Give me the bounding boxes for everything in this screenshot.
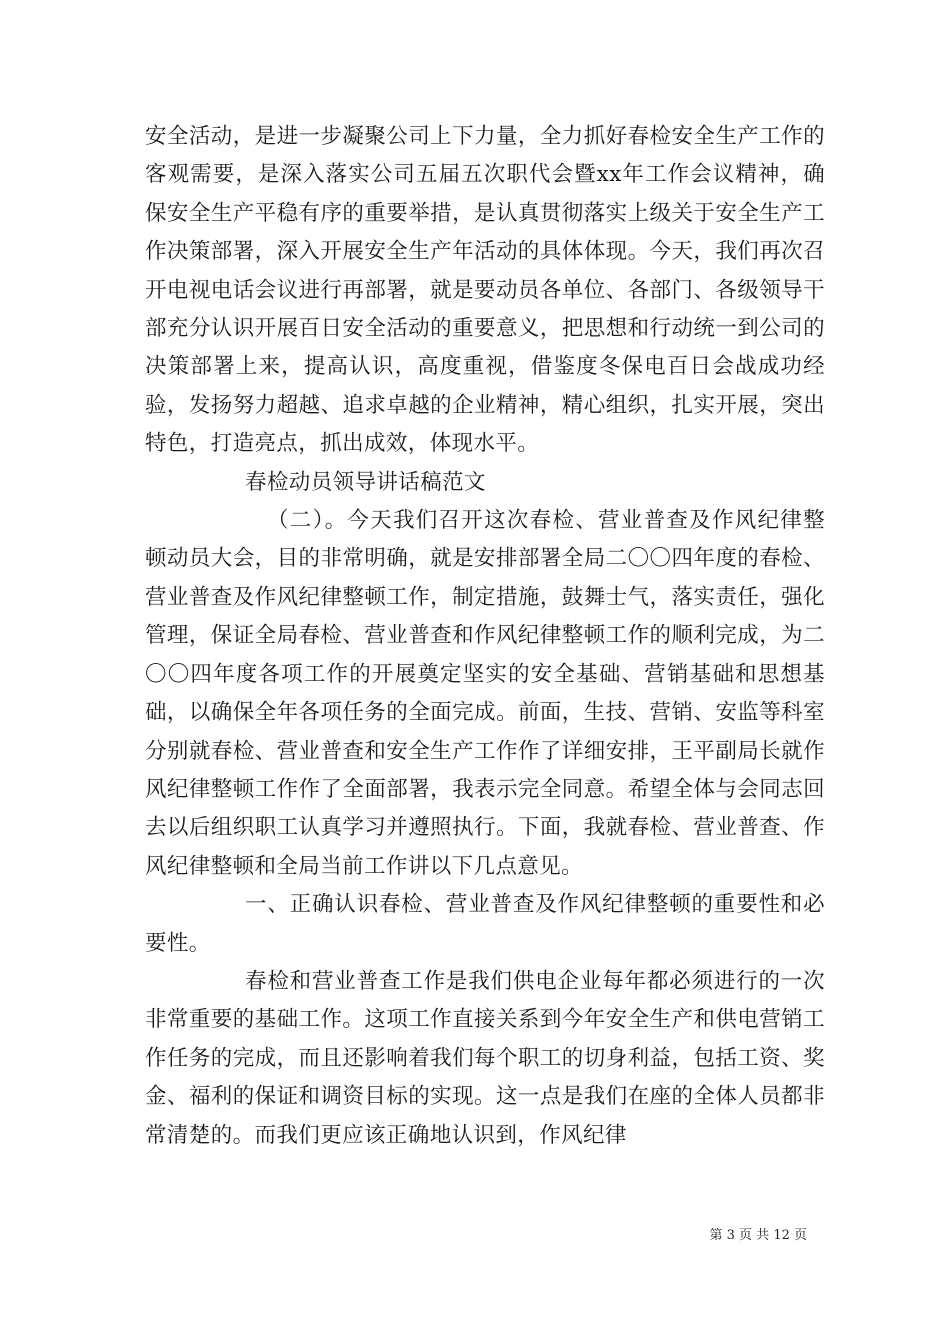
- paragraph-safety-activity: 安全活动，是进一步凝聚公司上下力量，全力抓好春检安全生产工作的客观需要，是深入落实公司五届五次职代会暨xx年工作会议精神，确保安全生产平稳有序的重要举措，是认真贯彻落实上级关于安全生产工作决策部署，深入开展安全生产年活动的具体体现。今天，我们再次召开电视电话会议进行再部署，就是要动员各单位、各部门、各级领导干部充分认识开展百日安全活动的重要意义，把思想和行动统一到公司的决策部署上来，提高认识，高度重视，借鉴度冬保电百日会战成功经验，发扬努力超越、追求卓越的企业精神，精心组织，扎实开展，突出特色，打造亮点，抓出成效，体现水平。: [145, 124, 825, 457]
- page-footer: [0, 1226, 950, 1246]
- page-number: 第 3 页 共 12 页: [709, 1228, 807, 1243]
- point-one-heading: 一、正确认识春检、营业普查及作风纪律整顿的重要性和必要性。: [145, 892, 825, 956]
- document-body: [145, 118, 825, 1155]
- paragraph-basic-work: 春检和营业普查工作是我们供电企业每年都必须进行的一次非常重要的基础工作。这项工作直接关系到今年安全生产和供电营销工作任务的完成，而且还影响着我们每个职工的切身利益，包括工资、奖金、福利的保证和调资目标的实现。这一点是我们在座的全体人员都非常清楚的。而我们更应该正确地认识到，作风纪律: [145, 968, 825, 1148]
- section-heading: 春检动员领导讲话稿范文: [245, 469, 486, 495]
- paragraph-mobilization-meeting: （二）。今天我们召开这次春检、营业普查及作风纪律整顿动员大会，目的非常明确，就是安排部署全局二〇〇四年度的春检、营业普查及作风纪律整顿工作，制定措施，鼓舞士气，落实责任，强化管理，保证全局春检、营业普查和作风纪律整顿工作的顺利完成，为二〇〇四年度各项工作的开展奠定坚实的安全基础、营销基础和思想基础，以确保全年各项任务的全面完成。前面，生技、营销、安监等科室分别就春检、营业普查和安全生产工作作了详细安排，王平副局长就作风纪律整顿工作作了全面部署，我表示完全同意。希望全体与会同志回去以后组织职工认真学习并遵照执行。下面，我就春检、营业普查、作风纪律整顿和全局当前工作讲以下几点意见。: [145, 508, 825, 879]
